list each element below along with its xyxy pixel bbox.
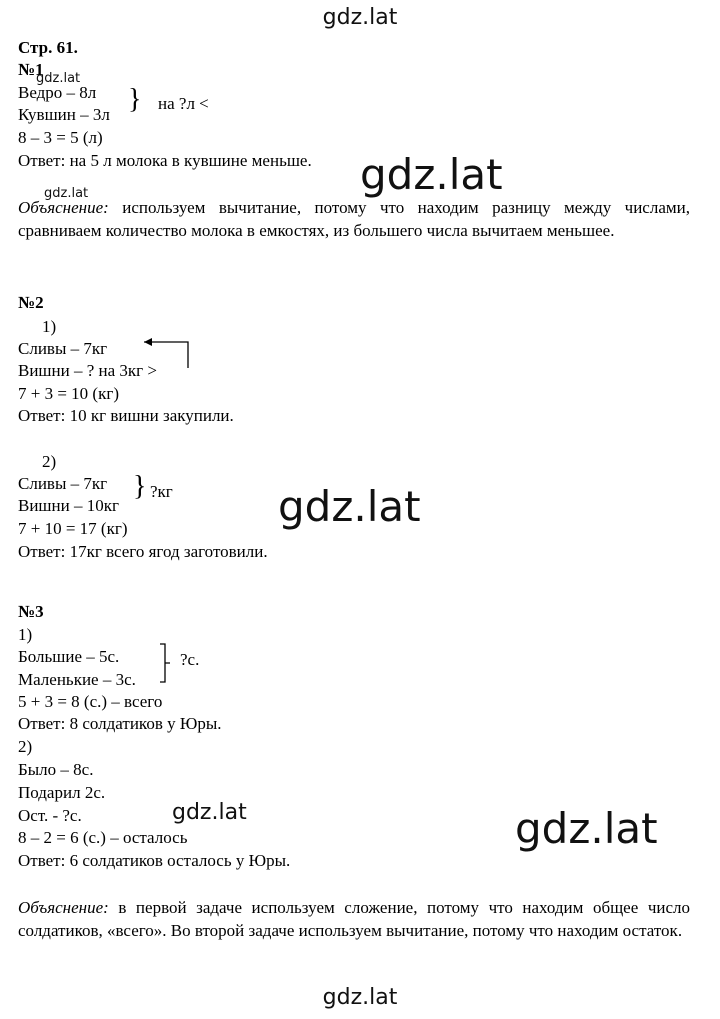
task2-part1-line-4: Ответ: 10 кг вишни закупили. — [18, 406, 234, 425]
task2-number: №2 — [18, 293, 44, 312]
task1-number: №1 — [18, 60, 44, 79]
task3-part1-bracket — [156, 642, 176, 686]
task3-part2-line-4: 8 – 2 = 6 (с.) – осталось — [18, 828, 188, 847]
task3-part2-line-1: Было – 8с. — [18, 760, 94, 779]
task3-part2-line-5: Ответ: 6 солдатиков осталось у Юры. — [18, 851, 291, 870]
task3-part1-line-4: Ответ: 8 солдатиков у Юры. — [18, 714, 222, 733]
task2-part1-line-2: Вишни – ? на 3кг > — [18, 361, 157, 380]
watermark-bottom: gdz.lat — [322, 985, 398, 1010]
task3-part1-label: 1) — [18, 625, 33, 644]
task1-line-3: 8 – 3 = 5 (л) — [18, 128, 103, 147]
watermark-mid: gdz.lat — [172, 800, 247, 825]
task2-part2-brace-note: ?кг — [150, 482, 173, 501]
task2-part2-line-3: 7 + 10 = 17 (кг) — [18, 519, 128, 538]
task3-part1-line-3: 5 + 3 = 8 (с.) – всего — [18, 692, 163, 711]
watermark-big-2: gdz.lat — [278, 482, 421, 531]
task2-part1-line-1: Сливы – 7кг — [18, 339, 108, 358]
task1-explanation-label: Объяснение: — [18, 198, 109, 217]
task3-part1-brace-note: ?с. — [180, 650, 200, 669]
task1-line-4: Ответ: на 5 л молока в кувшине меньше. — [18, 151, 312, 170]
task1-brace: } — [128, 84, 142, 115]
watermark-big-3: gdz.lat — [515, 804, 658, 853]
watermark-small-2: gdz.lat — [44, 186, 89, 201]
task3-part2-label: 2) — [18, 737, 33, 756]
task1-explanation — [18, 196, 690, 242]
task2-part2-brace: } — [133, 471, 147, 502]
task2-part2-line-4: Ответ: 17кг всего ягод заготовили. — [18, 542, 268, 561]
task3-part2-line-2: Подарил 2с. — [18, 783, 106, 802]
task2-compare-arrow — [140, 334, 200, 374]
task1-brace-note: на ?л < — [158, 94, 209, 113]
task3-explanation — [18, 896, 690, 942]
task3-explanation-label: Объяснение: — [18, 898, 109, 917]
task2-part2-line-1: Сливы – 7кг — [18, 474, 108, 493]
page-title: Стр. 61. — [18, 38, 78, 57]
task1-explanation-text: используем вычитание, потому что находим разницу между числами, сравниваем количество молока в емкостях, из большего числа вычитаем меньшее. — [18, 198, 690, 240]
task2-part2-label: 2) — [42, 452, 57, 471]
task3-part2-line-3: Ост. - ?с. — [18, 806, 82, 825]
task3-explanation-text: в первой задаче используем сложение, потому что находим общее число солдатиков, «всего». Во второй задаче используем вычитание, потому что находим остаток. — [18, 898, 690, 940]
task3-part1-line-1: Большие – 5с. — [18, 647, 120, 666]
watermark-big-1: gdz.lat — [360, 150, 503, 199]
task2-part2-line-2: Вишни – 10кг — [18, 496, 119, 515]
watermark-small-1: gdz.lat — [36, 71, 81, 86]
task2-part1-line-3: 7 + 3 = 10 (кг) — [18, 384, 119, 403]
task3-part1-line-2: Маленькие – 3с. — [18, 670, 136, 689]
task1-line-2: Кувшин – 3л — [18, 105, 110, 124]
watermark-top: gdz.lat — [322, 5, 398, 30]
task2-part1-label: 1) — [42, 317, 57, 336]
task1-line-1: Ведро – 8л — [18, 83, 97, 102]
task3-number: №3 — [18, 602, 44, 621]
